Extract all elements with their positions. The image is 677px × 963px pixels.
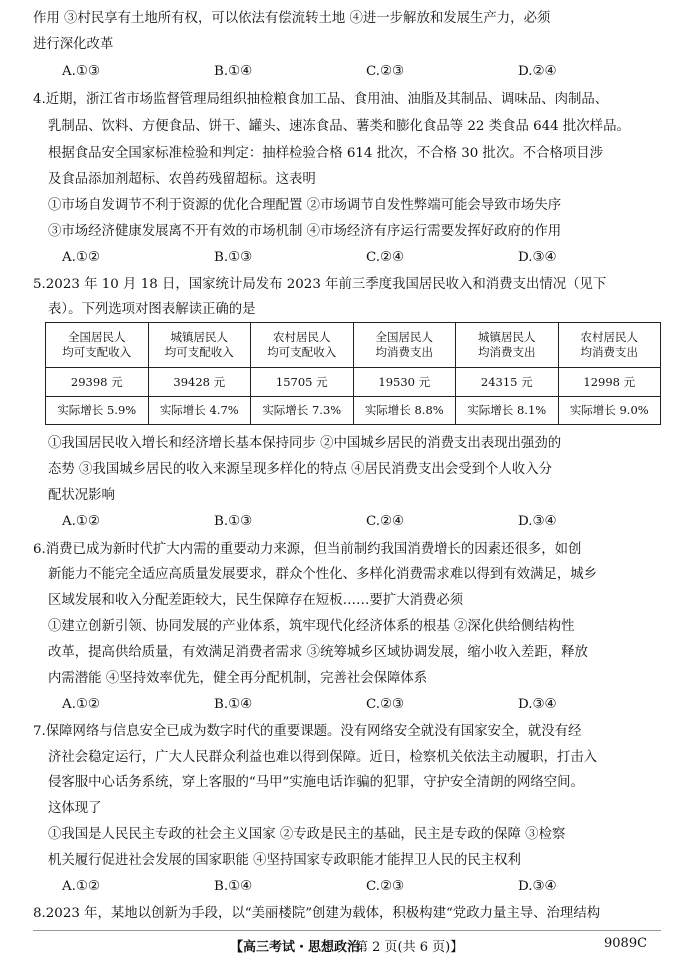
text-line: 这体现了 [48, 801, 102, 816]
option-c: C.②③ [366, 879, 405, 894]
option-a: A.①② [62, 697, 100, 712]
text-line: 侵客服中心话务系统，穿上客服的“马甲”实施电话诈骗的犯罪，守护安全清朗的网络空间。 [48, 775, 584, 790]
option-d: D.②④ [518, 64, 557, 79]
option-d: D.③④ [518, 514, 557, 529]
option-c: C.②③ [366, 64, 405, 79]
table-growth-cell: 实际增长 4.7% [148, 396, 251, 424]
option-a: A.①② [62, 514, 100, 529]
statement-line: 态势 ③我国城乡居民的收入来源呈现多样化的特点 ④居民消费支出会受到个人收入分 [48, 462, 552, 477]
footer-page-number: 第 2 页(共 6 页)】 [355, 940, 464, 955]
text-line: 乳制品、饮料、方便食品、饼干、罐头、速冻食品、薯类和膨化食品等 22 类食品 644 批次样品。 [48, 119, 630, 134]
option-a: A.①③ [62, 64, 100, 79]
option-c: C.②③ [366, 697, 405, 712]
table-growth-cell: 实际增长 8.8% [353, 396, 456, 424]
table-header-cell: 农村居民人 均可支配收入 [251, 323, 354, 368]
option-a: A.①② [62, 250, 100, 265]
statement-line: ③市场经济健康发展离不开有效的市场机制 ④市场经济有序运行需要发挥好政府的作用 [48, 224, 562, 239]
option-b: B.①③ [214, 250, 253, 265]
question-5-stem: 5.2023 年 10 月 18 日，国家统计局发布 2023 年前三季度我国居民收入和消费支出情况（见下 [33, 277, 607, 292]
text-line: 进行深化改革 [33, 37, 114, 52]
table-value-cell: 39428 元 [148, 368, 251, 396]
option-d: D.③④ [518, 879, 557, 894]
table-growth-cell: 实际增长 9.0% [558, 396, 661, 424]
income-expenditure-table [45, 322, 661, 425]
text-line: 根据食品安全国家标准检验和判定：抽样检验合格 614 批次，不合格 30 批次。不合格项目涉 [48, 146, 604, 161]
table-header-cell: 城镇居民人 均可支配收入 [148, 323, 251, 368]
question-4-stem: 4.近期，浙江省市场监督管理局组织抽检粮食加工品、食用油、油脂及其制品、调味品、肉制品、 [33, 92, 609, 107]
text-line: 济社会稳定运行，广大人民群众利益也难以得到保障。近日，检察机关依法主动履职，打击入 [48, 750, 598, 765]
text-line: 区域发展和收入分配差距较大，民生保障存在短板……要扩大消费必须 [48, 593, 464, 608]
statement-line: 改革，提高供给质量，有效满足消费者需求 ③统筹城乡区域协调发展，缩小收入差距，释放 [48, 645, 588, 660]
statement-line: 内需潜能 ④坚持效率优先，健全再分配机制，完善社会保障体系 [48, 671, 428, 686]
statement-line: ①我国是人民民主专政的社会主义国家 ②专政是民主的基础，民主是专政的保障 ③检察 [48, 827, 566, 842]
page-footer [0, 936, 677, 958]
option-b: B.①④ [214, 879, 253, 894]
table-header-cell: 城镇居民人 均消费支出 [456, 323, 559, 368]
footer-divider [33, 930, 661, 931]
question-6-stem: 6.消费已成为新时代扩大内需的重要动力来源，但当前制约我国消费增长的因素还很多，如创 [33, 542, 582, 557]
text-line: 及食品添加剂超标、农兽药残留超标。这表明 [48, 172, 316, 187]
text-line: 表）。下列选项对图表解读正确的是 [48, 302, 256, 317]
table-value-cell: 29398 元 [46, 368, 149, 396]
text-line: 新能力不能完全适应高质量发展要求，群众个性化、多样化消费需求难以得到有效满足，城乡 [48, 567, 598, 582]
statement-line: 机关履行促进社会发展的国家职能 ④坚持国家专政职能才能捍卫人民的民主权利 [48, 853, 521, 868]
option-b: B.①④ [214, 697, 253, 712]
statement-line: ①建立创新引领、协同发展的产业体系，筑牢现代化经济体系的根基 ②深化供给侧结构性 [48, 619, 575, 634]
statement-line: ①我国居民收入增长和经济增长基本保持同步 ②中国城乡居民的消费支出表现出强劲的 [48, 436, 562, 451]
table-value-cell: 19530 元 [353, 368, 456, 396]
option-c: C.②④ [366, 514, 405, 529]
table-value-cell: 24315 元 [456, 368, 559, 396]
table-growth-cell: 实际增长 5.9% [46, 396, 149, 424]
option-b: B.①④ [214, 64, 253, 79]
option-b: B.①③ [214, 514, 253, 529]
text-line: 作用 ③村民享有土地所有权，可以依法有偿流转土地 ④进一步解放和发展生产力，必须 [33, 11, 551, 26]
table-header-cell: 农村居民人 均消费支出 [558, 323, 661, 368]
option-d: D.③④ [518, 250, 557, 265]
question-8-stem: 8.2023 年，某地以创新为手段，以“美丽楼院”创建为载体，积极构建“党政力量主导、治理结构 [33, 906, 601, 921]
option-d: D.③④ [518, 697, 557, 712]
option-a: A.①② [62, 879, 100, 894]
table-growth-cell: 实际增长 8.1% [456, 396, 559, 424]
table-growth-cell: 实际增长 7.3% [251, 396, 354, 424]
option-c: C.②④ [366, 250, 405, 265]
table-header-cell: 全国居民人 均消费支出 [353, 323, 456, 368]
table-header-cell: 全国居民人 均可支配收入 [46, 323, 149, 368]
statement-line: 配状况影响 [48, 488, 115, 503]
statement-line: ①市场自发调节不利于资源的优化合理配置 ②市场调节自发性弊端可能会导致市场失序 [48, 198, 562, 213]
footer-code: 9089C [604, 936, 648, 951]
table-value-cell: 12998 元 [558, 368, 661, 396]
question-7-stem: 7.保障网络与信息安全已成为数字时代的重要课题。没有网络安全就没有国家安全，就没有经 [33, 724, 582, 739]
table-value-cell: 15705 元 [251, 368, 354, 396]
footer-title: 【高三考试・思想政治 [230, 940, 361, 955]
